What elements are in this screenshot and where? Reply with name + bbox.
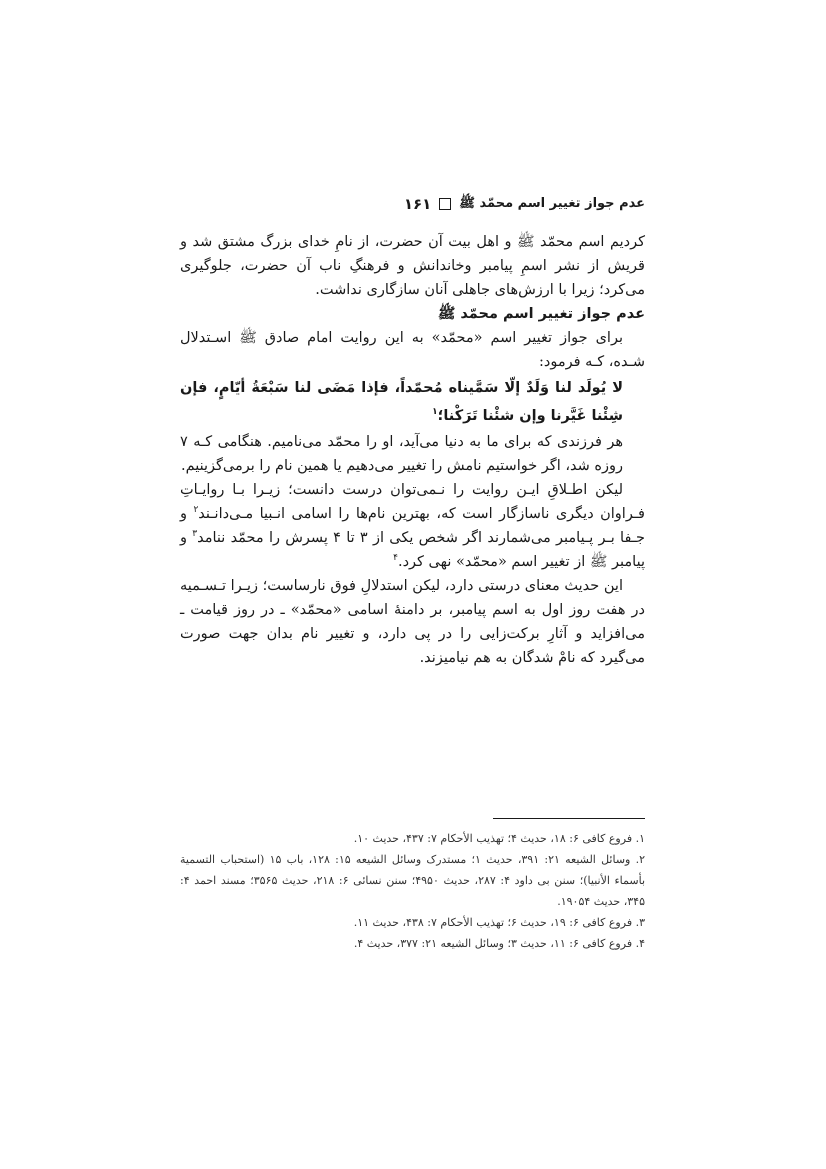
- hadith-quote: [180, 374, 645, 430]
- footnote-3: ۳. فروع کافی ۶: ۱۹، حدیث ۶؛ تهذیب الأحکام ۷: ۴۳۸، حدیث ۱۱.: [353, 916, 645, 929]
- square-ornament-icon: [439, 198, 451, 210]
- page-number: ۱۶۱: [403, 195, 432, 213]
- paragraph-2: برای جواز تغییر اسم «محمّد» به این روایت امام صادق ﷺ اسـتدلال شـده، کـه فرمود:: [180, 330, 645, 370]
- paragraph-3: [180, 478, 645, 574]
- hadith-translation: هر فرزندی که برای ما به دنیا می‌آید، او را محمّد می‌نامیم. هنگامی کـه ۷ روزه شد، اگر خواستیم نامش را تغییر می‌دهیم یا همین نام را برمی‌گزینیم.: [180, 434, 623, 474]
- paragraph-3-part-c: و پیامبر ﷺ از تغییر اسم «محمّد» نهی کرد.: [180, 530, 645, 570]
- header-title: عدم جواز تغییر اسم محمّد ﷺ: [459, 195, 645, 211]
- section-heading: عدم جواز تغییر اسم محمّد ﷺ: [437, 306, 645, 322]
- main-text: [180, 230, 645, 670]
- footnote-ref-2[interactable]: ۲: [193, 505, 199, 516]
- hadith-text: لا یُولَد لنا وَلَدٌ إلّا سَمَّیناه مُحمّداً، فإذا مَضَی لنا سَبْعَةُ أیّامٍ، فإن شِئْنا غَیَّرنا وإن شئْنا تَرَکْنا؛: [180, 380, 623, 424]
- footnote-4: ۴. فروع کافی ۶: ۱۱، حدیث ۳؛ وسائل الشیعه ۲۱: ۳۷۷، حدیث ۴.: [353, 937, 645, 950]
- footnotes: [180, 828, 645, 954]
- paragraph-4: این حدیث معنای درستی دارد، لیکن استدلالِ فوق نارساست؛ زیـرا تـسـمیه در هفت روز اول به اسم پیامبر، بر دامنهٔ اسامی «محمّد» ـ در روز قیامت ـ می‌افزاید و آثارِ برکت‌زایی را در پی دارد، و تغییر نام بدان جهت صورت می‌گیرد که نامْ شدگان به هم نیامیزند.: [180, 578, 645, 666]
- footnote-ref-3[interactable]: ۳: [192, 529, 198, 540]
- footnote-1: ۱. فروع کافی ۶: ۱۸، حدیث ۴؛ تهذیب الأحکام ۷: ۴۳۷، حدیث ۱۰.: [353, 832, 645, 845]
- footnote-2: ۲. وسائل الشیعه ۲۱: ۳۹۱، حدیث ۱؛ مستدرک وسائل الشیعه ۱۵: ۱۲۸، باب ۱۵ (استحباب التسمیة بأسماء الأنبیا)؛ سنن بی داود ۴: ۲۸۷، حدیث ۴۹۵۰؛ سنن نسائی ۶: ۲۱۸، حدیث ۳۵۶۵؛ مسند احمد ۴: ۳۴۵، حدیث ۱۹۰۵۴.: [180, 853, 646, 908]
- footnote-ref-4[interactable]: ۴: [393, 553, 398, 564]
- footnote-divider: [493, 818, 645, 819]
- running-header: [180, 193, 645, 215]
- footnote-ref-1[interactable]: ۱: [432, 407, 438, 418]
- paragraph-3-part-b: و جـفا بـر پـیامبر می‌شمارند اگر شخص یکی از ۳ تا ۴ پسرش را محمّد ننامد: [180, 506, 646, 546]
- paragraph-1: کردیم اسم محمّد ﷺ و اهل بیت آن حضرت، از نامِ خدای بزرگ مشتق شد و قریش از نشر اسمِ پیامبر وخاندانش و فرهنگِ ناب آن حضرت، جلوگیری می‌کرد؛ زیرا با ارزش‌های جاهلی آنان سازگاری نداشت.: [180, 234, 645, 298]
- paragraph-3-part-a: لیکن اطـلاقِ ایـن روایت را نـمی‌توان درست دانست؛ زیـرا بـا روایـاتِ فـراوان دیگری ناسازگار است که، بهترین نام‌ها را اسامی انـبیا مـی‌دانـند: [180, 482, 645, 522]
